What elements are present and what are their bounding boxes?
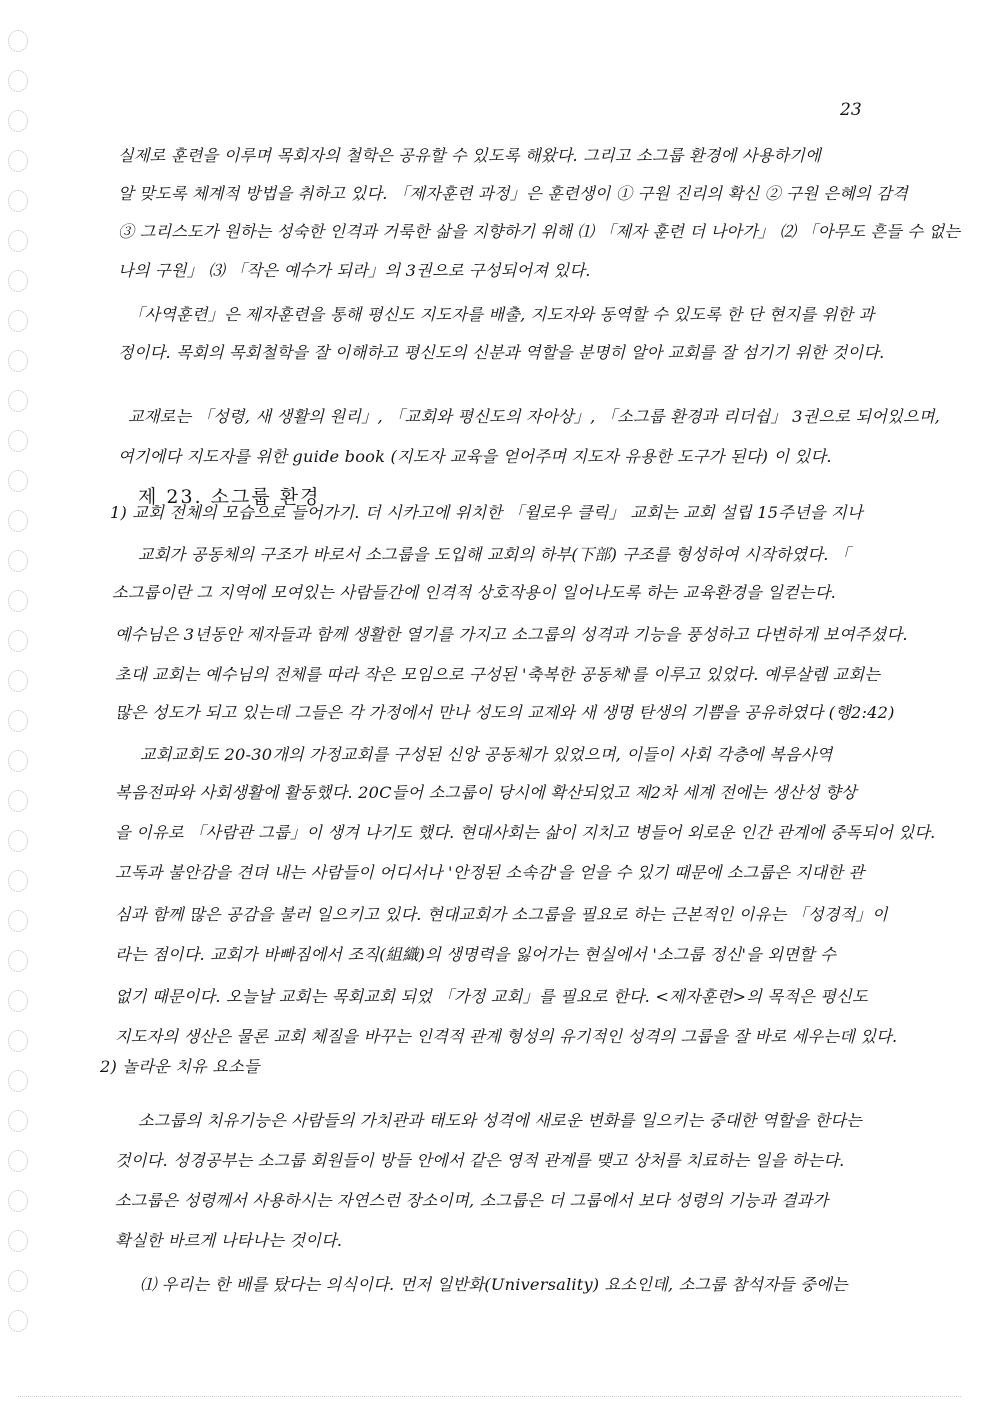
- binder-hole: [8, 30, 28, 52]
- text-line: 확실한 바르게 나타나는 것이다.: [115, 1231, 343, 1250]
- binder-hole: [8, 510, 28, 532]
- binder-hole: [8, 70, 28, 92]
- binder-hole: [8, 110, 28, 132]
- text-line: 고독과 불안감을 견뎌 내는 사람들이 어디서나 '안정된 소속감'을 얻을 수 있기 때문에 소그룹은 지대한 관: [115, 863, 865, 882]
- binder-hole: [8, 870, 28, 892]
- binder-hole: [8, 470, 28, 492]
- binder-hole: [8, 310, 28, 332]
- binder-hole: [8, 1110, 28, 1132]
- binder-hole: [8, 1230, 28, 1252]
- text-line: 실제로 훈련을 이루며 목회자의 철학은 공유할 수 있도록 해왔다. 그리고 소그룹 환경에 사용하기에: [118, 146, 821, 165]
- text-line: 라는 점이다. 교회가 바빠짐에서 조직(組織)의 생명력을 잃어가는 현실에서 '소그룹 정신'을 외면할 수: [115, 945, 837, 964]
- text-line: 예수님은 3년동안 제자들과 함께 생활한 열기를 가지고 소그룹의 성격과 기능을 풍성하고 다변하게 보여주셨다.: [115, 625, 908, 644]
- binder-hole: [8, 390, 28, 412]
- text-line: 소그룹의 치유기능은 사람들의 가치관과 태도와 성격에 새로운 변화를 일으키는 중대한 역할을 한다는: [138, 1111, 862, 1130]
- binder-hole: [8, 670, 28, 692]
- text-line: 것이다. 성경공부는 소그룹 회원들이 방들 안에서 같은 영적 관계를 맺고 상처를 치료하는 일을 하는다.: [115, 1151, 845, 1170]
- binder-hole: [8, 750, 28, 772]
- text-line: 「사역훈련」은 제자훈련을 통해 평신도 지도자를 배출, 지도자와 동역할 수 있도록 한 단 현지를 위한 과: [128, 305, 875, 324]
- binder-hole: [8, 630, 28, 652]
- binder-hole: [8, 590, 28, 612]
- binder-hole: [8, 1310, 28, 1332]
- text-line: 을 이유로 「사람관 그룹」이 생겨 나기도 했다. 현대사회는 삶이 지치고 병들어 외로운 인간 관계에 중독되어 있다.: [115, 823, 936, 842]
- text-line: 여기에다 지도자를 위한 guide book (지도자 교육을 얻어주며 지도자 유용한 도구가 된다) 이 있다.: [118, 447, 832, 466]
- binder-hole: [8, 990, 28, 1012]
- binder-hole: [8, 1190, 28, 1212]
- binder-hole: [8, 950, 28, 972]
- text-line: 지도자의 생산은 물론 교회 체질을 바꾸는 인격적 관계 형성의 유기적인 성격의 그룹을 잘 바로 세우는데 있다.: [115, 1027, 898, 1046]
- text-line: 초대 교회는 예수님의 전체를 따라 작은 모임으로 구성된 '축복한 공동체'를 이루고 있었다. 예루살렘 교회는: [115, 665, 881, 684]
- binder-hole: [8, 1270, 28, 1292]
- page-number: 23: [840, 100, 862, 120]
- text-line: 교회교회도 20-30개의 가정교회를 구성된 신앙 공동체가 있었으며, 이들이 사회 각층에 복음사역: [140, 745, 833, 764]
- text-line: 소그룹이란 그 지역에 모여있는 사람들간에 인격적 상호작용이 일어나도록 하는 교육환경을 일컫는다.: [112, 583, 836, 602]
- binder-hole: [8, 190, 28, 212]
- section-heading: 제 23. 소그룹 환경: [138, 486, 321, 508]
- text-line: 심과 함께 많은 공감을 불러 일으키고 있다. 현대교회가 소그룹을 필요로 하는 근본적인 이유는 「성경적」이: [115, 905, 888, 924]
- text-line: 알 맞도록 체계적 방법을 취하고 있다. 「제자훈련 과정」은 훈련생이 ① 구원 진리의 확신 ② 구원 은혜의 감격: [118, 184, 908, 203]
- binder-hole: [8, 1030, 28, 1052]
- text-line: ⑴ 우리는 한 배를 탔다는 의식이다. 먼저 일반화(Universality) 요소인데, 소그룹 참석자들 중에는: [140, 1275, 848, 1294]
- text-line: 없기 때문이다. 오늘날 교회는 목회교회 되었 「가정 교회」를 필요로 한다. <제자훈련>의 목적은 평신도: [115, 987, 868, 1006]
- text-line: 많은 성도가 되고 있는데 그들은 각 가정에서 만나 성도의 교제와 새 생명 탄생의 기쁨을 공유하였다 (행2:42): [115, 703, 895, 722]
- binder-hole: [8, 830, 28, 852]
- binder-hole: [8, 910, 28, 932]
- subsection-heading: 2) 놀라운 치유 요소들: [100, 1057, 260, 1076]
- text-line: 소그룹은 성령께서 사용하시는 자연스런 장소이며, 소그룹은 더 그룹에서 보다 성령의 기능과 결과가: [115, 1191, 829, 1210]
- bottom-rule: [18, 1396, 961, 1397]
- binder-hole: [8, 270, 28, 292]
- text-line: 정이다. 목회의 목회철학을 잘 이해하고 평신도의 신분과 역할을 분명히 알아 교회를 잘 섬기기 위한 것이다.: [118, 343, 885, 362]
- binder-holes: [4, 0, 34, 1401]
- text-line: 나의 구원」 ⑶ 「작은 예수가 되라」의 3권으로 구성되어져 있다.: [118, 261, 591, 280]
- binder-hole: [8, 790, 28, 812]
- binder-hole: [8, 1070, 28, 1092]
- text-line: 교재로는 「성령, 새 생활의 원리」, 「교회와 평신도의 자아상」, 「소그룹 환경과 리더쉽」 3권으로 되어있으며,: [128, 407, 940, 426]
- text-line: 복음전파와 사회생활에 활동했다. 20C들어 소그룹이 당시에 확산되었고 제2차 세계 전에는 생산성 향상: [115, 783, 857, 802]
- binder-hole: [8, 150, 28, 172]
- binder-hole: [8, 1150, 28, 1172]
- binder-hole: [8, 550, 28, 572]
- text-line: 교회가 공동체의 구조가 바로서 소그룹을 도입해 교회의 하부(下部) 구조를 형성하여 시작하였다. 「: [138, 545, 851, 564]
- text-line: 1) 교회 전체의 모습으로 들어가기. 더 시카고에 위치한 「윌로우 클릭」 교회는 교회 설립 15주년을 지나: [110, 503, 863, 522]
- text-line: ③ 그리스도가 원하는 성숙한 인격과 거룩한 삶을 지향하기 위해 ⑴ 「제자 훈련 더 나아가」 ⑵ 「아무도 흔들 수 없는: [118, 222, 961, 241]
- binder-hole: [8, 430, 28, 452]
- binder-hole: [8, 230, 28, 252]
- binder-hole: [8, 350, 28, 372]
- binder-hole: [8, 710, 28, 732]
